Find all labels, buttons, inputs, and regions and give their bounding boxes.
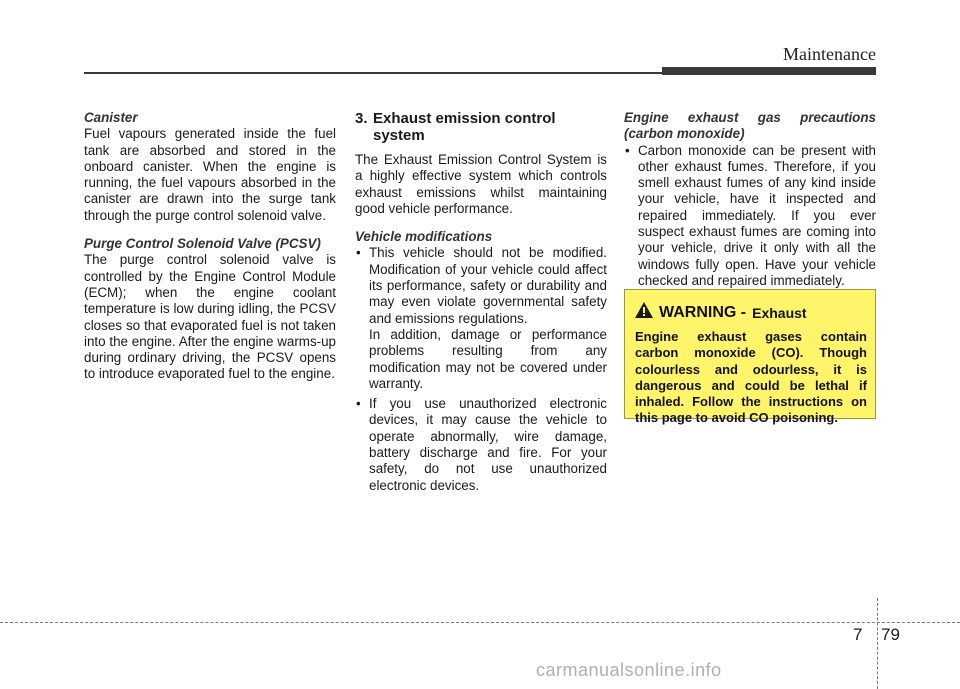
section-title: Maintenance	[783, 44, 876, 64]
section-heading	[355, 110, 607, 144]
electronics-bullet: • If you use unauthorized electronic devices, it may cause the vehicle to operate abnormally, wire damage, battery discharge and fire. For your safety, do not use unauthorized electronic devices.	[355, 396, 607, 494]
modification-bullet: • This vehicle should not be modified. Modification of your vehicle could affect its performance, safety or durability and may even violate governmental safety and emissions regulations.	[355, 245, 607, 326]
pcsv-body: The purge control solenoid valve is controlled by the Engine Control Module (ECM); when the engine coolant temperature is low during idling, the PCSV closes so that evaporated fuel is not taken into the engine. After the engine warms-up during ordinary driving, the PCSV opens to introduce evaporated fuel to the engine.	[84, 252, 336, 382]
header-rule	[84, 72, 662, 74]
page-number: 79	[881, 625, 900, 644]
section-heading-line2: system	[373, 127, 425, 144]
header-rule-tab	[662, 67, 876, 75]
column-middle	[355, 110, 607, 494]
watermark: carmanualsonline.info	[536, 660, 722, 680]
co-bullet: • Carbon monoxide can be present with other exhaust fumes. Therefore, if you smell exhaust fumes of any kind inside your vehicle, have it inspected and repaired immediately. If you ever suspect exhaust fumes are coming into your vehicle, drive it only with all the windows fully open. Have your vehicle checked and repaired immediately.	[624, 143, 876, 290]
column-left	[84, 110, 336, 383]
canister-heading: Canister	[84, 110, 138, 125]
warning-title: WARNING -	[659, 303, 747, 321]
warning-triangle-icon	[635, 302, 653, 323]
warning-header	[635, 302, 867, 323]
warning-box	[624, 289, 876, 426]
modification-bullet-cont: In addition, damage or performance problems resulting from any modification may not be covered under warranty.	[369, 326, 607, 391]
warning-body: Engine exhaust gases contain carbon monoxide (CO). Though colourless and odourless, it is dangerous and could be lethal if inhaled. Follow the instructions on this page to avoid CO poisoning.	[635, 329, 867, 426]
precautions-heading: Engine exhaust gas precautions (carbon monoxide)	[624, 110, 876, 142]
pcsv-heading: Purge Control Solenoid Valve (PCSV)	[84, 236, 321, 252]
emission-intro: The Exhaust Emission Control System is a highly effective system which controls exhaust emissions whilst maintaining good vehicle performance.	[355, 152, 607, 216]
section-heading-line1: Exhaust emission control	[373, 110, 556, 127]
warning-subtitle: Exhaust	[752, 304, 807, 321]
modifications-heading: Vehicle modifications	[355, 229, 493, 245]
canister-body: Fuel vapours generated inside the fuel tank are absorbed and stored in the onboard canister. When the engine is running, the fuel vapours absorbed in the canister are drawn into the surge tank through the purge control solenoid valve.	[84, 126, 336, 223]
section-number: 3.	[355, 110, 368, 127]
chapter-number: 7	[853, 625, 863, 644]
footer-divider	[877, 598, 878, 689]
column-right	[624, 110, 876, 289]
footer-rule	[0, 622, 960, 623]
